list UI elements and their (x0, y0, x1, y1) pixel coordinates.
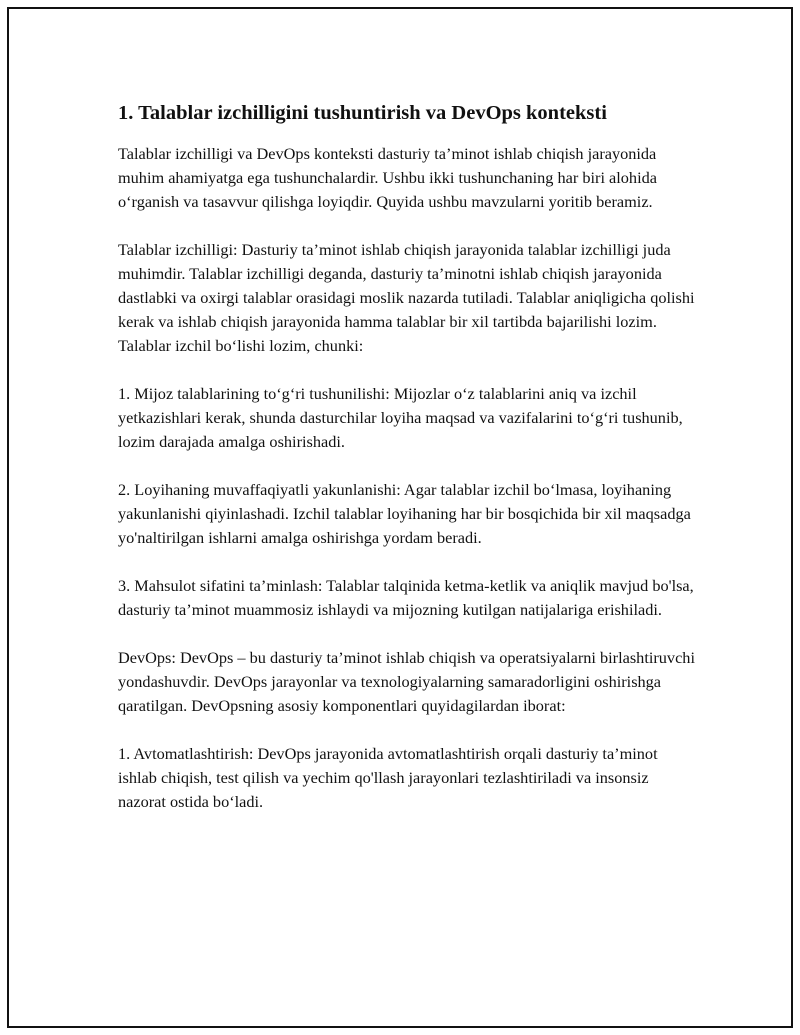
product-quality-item: 3. Mahsulot sifatini ta’minlash: Talablar talqinida ketma-ketlik va aniqlik mavjud bo'lsa, dasturiy ta’minot muammosiz ishlaydi va mijozning kutilgan natijalariga erishiladi. (118, 575, 694, 619)
section-heading: 1. Talablar izchilligini tushuntirish va DevOps konteksti (118, 102, 607, 124)
intro-paragraph: Talablar izchilligi va DevOps konteksti dasturiy ta’minot ishlab chiqish jarayonida muhim ahamiyatga ega tushunchalardir. Ushbu ikki tushunchaning har biri alohida o‘rganish va tasavvur qilishga loyiqdir. Quyida ushbu mavzularni yoritib beramiz. (118, 143, 657, 211)
document-page (7, 7, 793, 1028)
project-success-item: 2. Loyihaning muvaffaqiyatli yakunlanishi: Agar talablar izchil bo‘lmasa, loyihaning yakunlanishi qiyinlashadi. Izchil talablar loyihaning har bir bosqichida bir xil maqsadga yo'naltirilgan ishlarni amalga oshirishga yordam beradi. (118, 479, 691, 547)
customer-requirements-item: 1. Mijoz talablarining to‘g‘ri tushunilishi: Mijozlar o‘z talablarini aniq va izchil yetkazishlari kerak, shunda dasturchilar loyiha maqsad va vazifalarini to‘g‘ri tushunib, lozim darajada amalga oshirishadi. (118, 383, 683, 451)
devops-paragraph: DevOps: DevOps – bu dasturiy ta’minot ishlab chiqish va operatsiyalarni birlashtiruvchi yondashuvdir. DevOps jarayonlar va texnologiyalarning samaradorligini oshirishga qaratilgan. DevOpsning asosiy komponentlari quyidagilardan iborat: (118, 647, 695, 715)
automation-item: 1. Avtomatlashtirish: DevOps jarayonida avtomatlashtirish orqali dasturiy ta’minot ishlab chiqish, test qilish va yechim qo'llash jarayonlari tezlashtiriladi va insonsiz nazorat ostida bo‘ladi. (118, 743, 658, 811)
requirements-consistency-paragraph: Talablar izchilligi: Dasturiy ta’minot ishlab chiqish jarayonida talablar izchilligi juda muhimdir. Talablar izchilligi deganda, dasturiy ta’minotni ishlab chiqish jarayonida dastlabki va oxirgi talablar orasidagi moslik nazarda tutiladi. Talablar aniqligicha qolishi kerak va ishlab chiqish jarayonida hamma talablar bir xil tartibda bajarilishi lozim. Talablar izchil bo‘lishi lozim, chunki: (118, 239, 695, 355)
document-content (118, 101, 698, 838)
